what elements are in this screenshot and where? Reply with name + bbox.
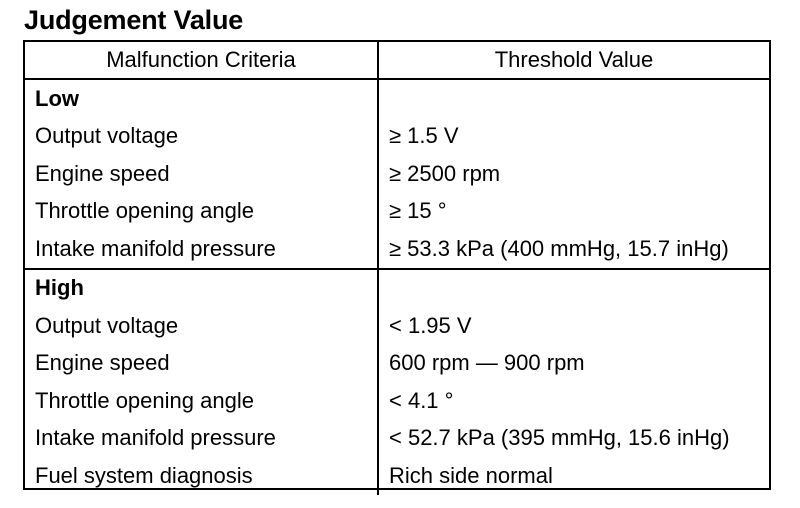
- page-title: Judgement Value: [24, 5, 244, 35]
- table-row: [25, 307, 769, 345]
- criteria-cell: Engine speed: [25, 155, 378, 193]
- table-row: [25, 457, 769, 495]
- table-row: [25, 382, 769, 420]
- judgement-value-table: [25, 42, 769, 495]
- table-row: [25, 193, 769, 231]
- threshold-cell: < 52.7 kPa (395 mmHg, 15.6 inHg): [389, 425, 730, 451]
- group-label-low: Low: [25, 79, 378, 118]
- criteria-cell: Throttle opening angle: [25, 382, 378, 420]
- threshold-cell: ≥ 2500 rpm: [389, 160, 501, 186]
- threshold-cell: ≥ 1.5 V: [389, 123, 459, 149]
- threshold-cell: 600 rpm — 900 rpm: [389, 350, 585, 376]
- threshold-cell: < 4.1 °: [389, 387, 454, 413]
- criteria-cell: Output voltage: [25, 118, 378, 156]
- table-row: [25, 345, 769, 383]
- header-threshold-value: Threshold Value: [378, 42, 769, 79]
- header-malfunction-criteria: Malfunction Criteria: [25, 42, 378, 79]
- group-threshold-empty: [378, 79, 769, 118]
- criteria-cell: Intake manifold pressure: [25, 230, 378, 269]
- criteria-cell: Throttle opening angle: [25, 193, 378, 231]
- table-header-row: [25, 42, 769, 79]
- group-threshold-empty: [378, 269, 769, 308]
- threshold-cell: ≥ 15 °: [389, 198, 447, 224]
- criteria-cell: Output voltage: [25, 307, 378, 345]
- threshold-cell: < 1.95 V: [389, 312, 472, 338]
- table-row: [25, 230, 769, 269]
- table-row: [25, 420, 769, 458]
- table-row: [25, 118, 769, 156]
- threshold-cell: Rich side normal: [389, 462, 553, 488]
- group-label-high: High: [25, 269, 378, 308]
- table-row: [25, 155, 769, 193]
- criteria-cell: Intake manifold pressure: [25, 420, 378, 458]
- threshold-cell: ≥ 53.3 kPa (400 mmHg, 15.7 inHg): [389, 235, 729, 261]
- criteria-cell: Engine speed: [25, 345, 378, 383]
- group-row-high: [25, 269, 769, 308]
- judgement-table: [23, 40, 771, 490]
- criteria-cell: Fuel system diagnosis: [25, 457, 378, 495]
- group-row-low: [25, 79, 769, 118]
